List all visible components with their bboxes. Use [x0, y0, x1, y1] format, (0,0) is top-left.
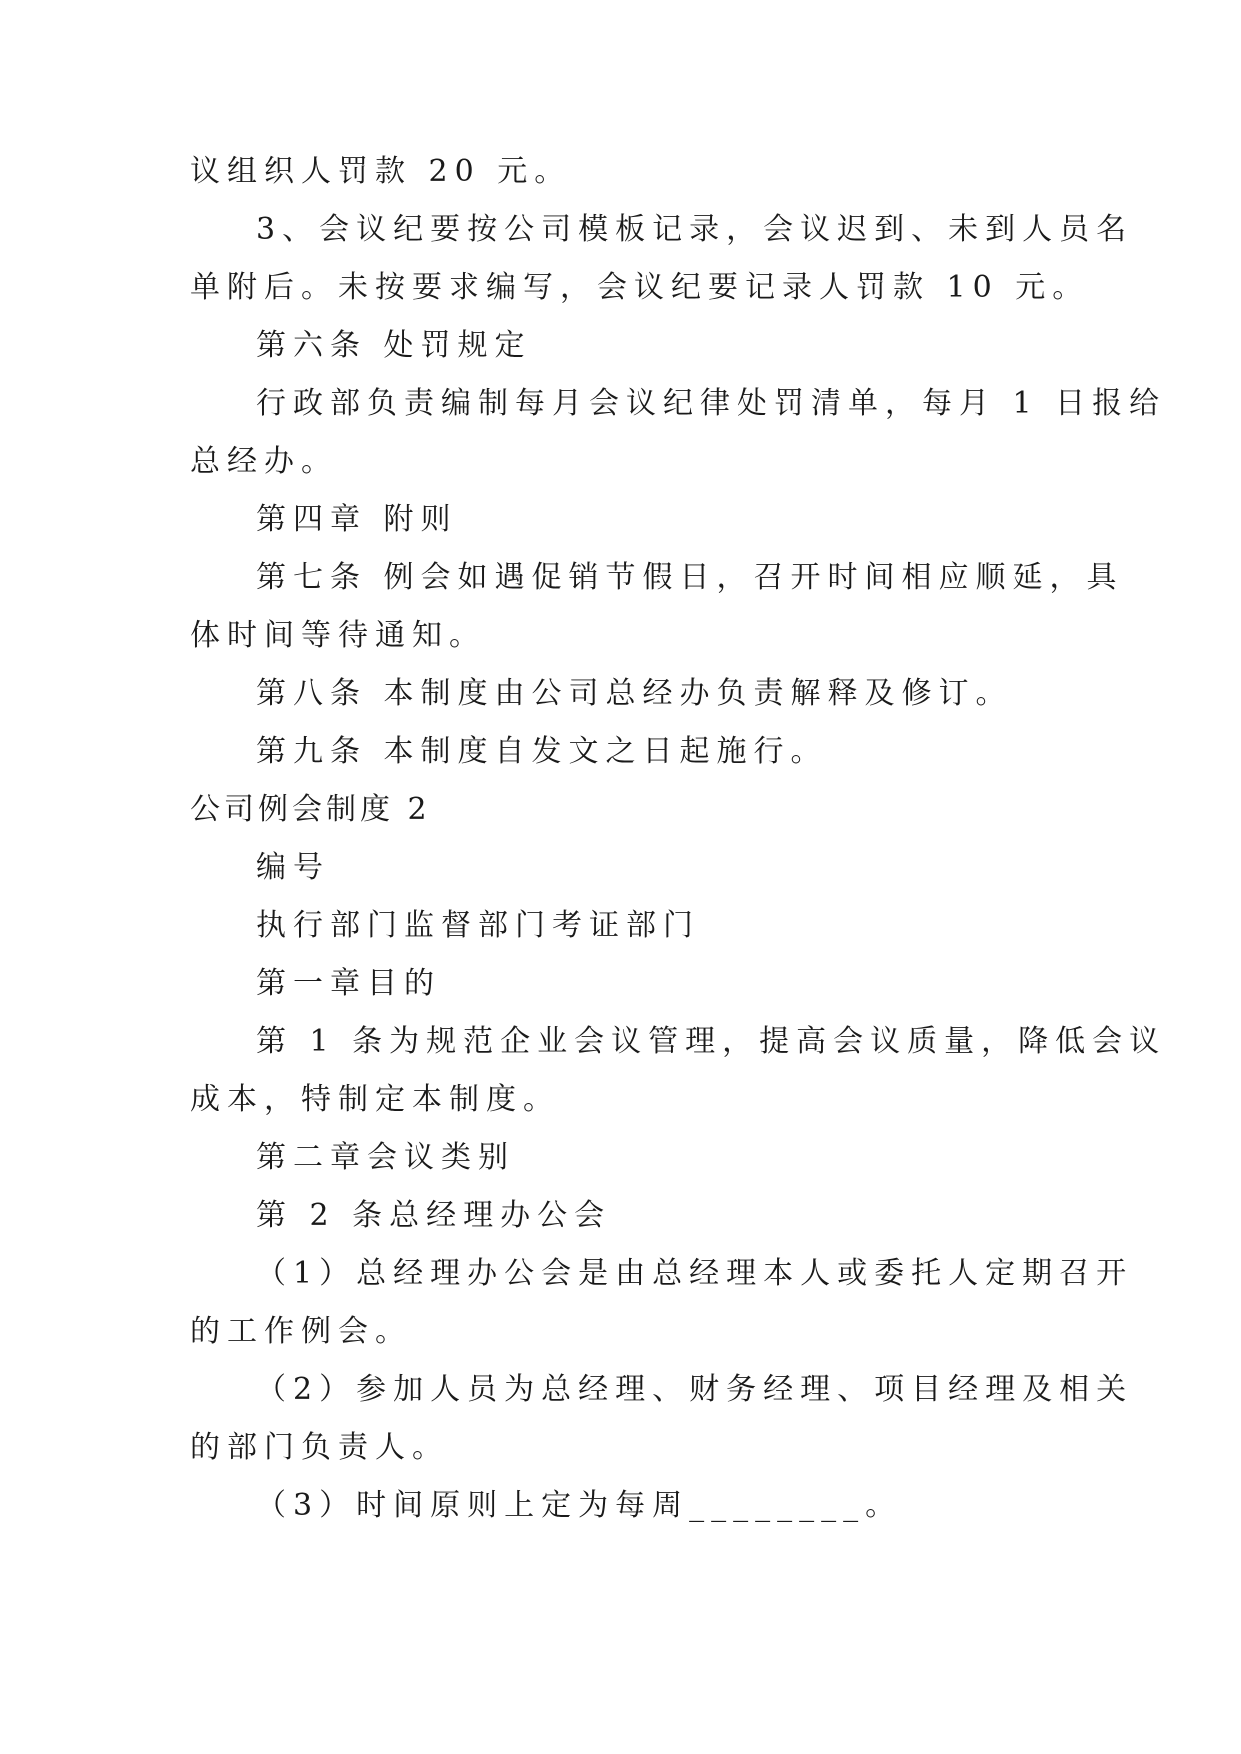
paragraph-line-9: 体时间等待通知。 [190, 618, 486, 653]
paragraph-line-23: 的部门负责人。 [190, 1430, 449, 1465]
paragraph-line-5: 行政部负责编制每月会议纪律处罚清单，每月 1 日报给 [256, 386, 1167, 421]
paragraph-line-8: 第七条 例会如遇促销节假日，召开时间相应顺延，具 [256, 560, 1124, 595]
field-number: 编号 [256, 850, 330, 885]
paragraph-line-10: 第八条 本制度由公司总经办负责解释及修订。 [256, 676, 1013, 711]
paragraph-line-22: （2）参加人员为总经理、财务经理、项目经理及相关 [256, 1372, 1134, 1407]
paragraph-line-17: 成本，特制定本制度。 [190, 1082, 560, 1117]
chapter-heading-1: 第一章目的 [256, 966, 441, 1001]
paragraph-line-21: 的工作例会。 [190, 1314, 412, 1349]
section-heading-article-6: 第六条 处罚规定 [256, 328, 532, 363]
paragraph-line-2: 3、会议纪要按公司模板记录，会议迟到、未到人员名 [256, 212, 1134, 247]
paragraph-line-6: 总经办。 [190, 444, 338, 479]
chapter-heading-2: 第二章会议类别 [256, 1140, 515, 1175]
paragraph-line-16: 第 1 条为规范企业会议管理，提高会议质量，降低会议 [256, 1024, 1167, 1059]
chapter-heading-4: 第四章 附则 [256, 502, 458, 537]
article-heading-2: 第 2 条总经理办公会 [256, 1198, 612, 1233]
paragraph-line-20: （1）总经理办公会是由总经理本人或委托人定期召开 [256, 1256, 1134, 1291]
field-departments: 执行部门监督部门考证部门 [256, 908, 700, 943]
paragraph-line-3: 单附后。未按要求编写，会议纪要记录人罚款 10 元。 [190, 270, 1090, 305]
document-title: 公司例会制度 2 [190, 792, 431, 827]
paragraph-line-24: （3）时间原则上定为每周________。 [256, 1488, 903, 1523]
paragraph-line-11: 第九条 本制度自发文之日起施行。 [256, 734, 828, 769]
paragraph-line-1: 议组织人罚款 20 元。 [190, 154, 572, 189]
